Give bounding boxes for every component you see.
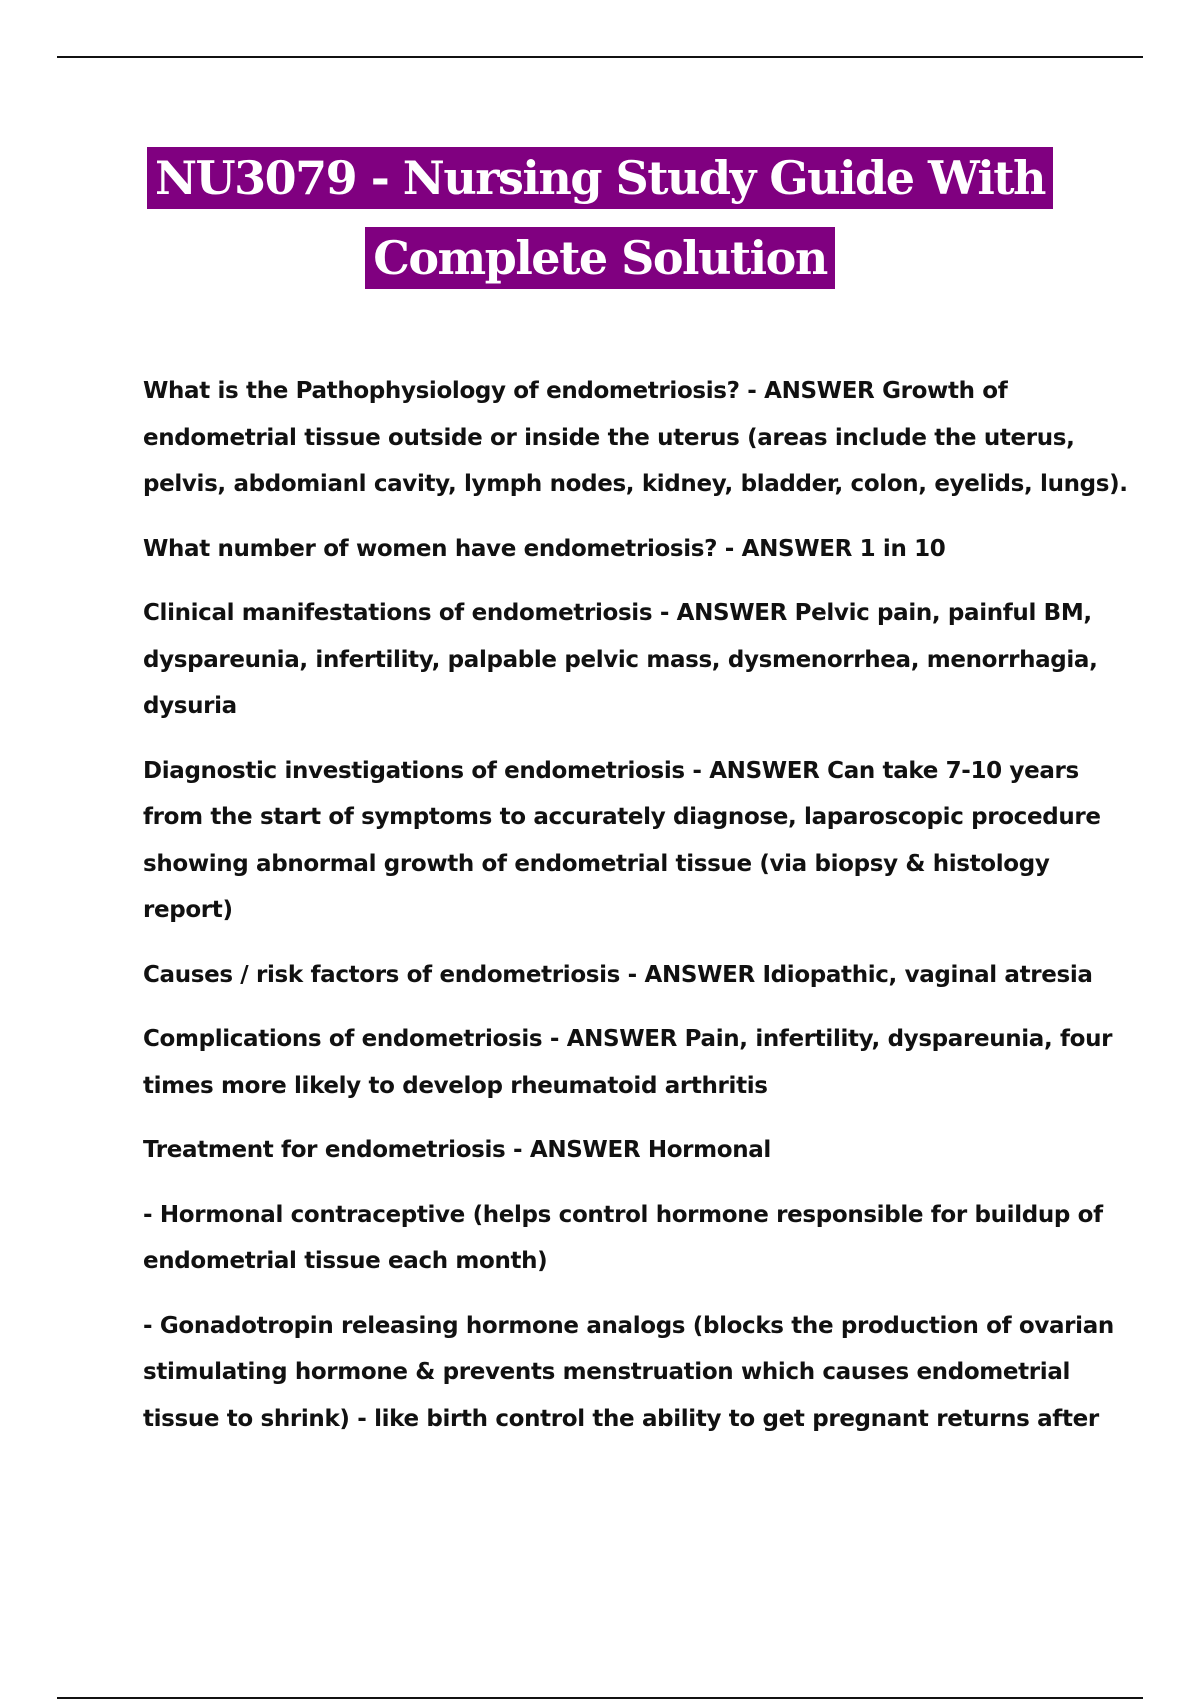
qa-entry-causes-risk-factors — [143, 952, 1143, 999]
document-title — [0, 142, 1200, 294]
qa-line: showing abnormal growth of endometrial tissue (via biopsy & histology — [143, 850, 1050, 877]
qa-entry-treatment — [143, 1127, 1143, 1174]
treatment-item-gnrh-analogs — [143, 1303, 1143, 1443]
qa-line: times more likely to develop rheumatoid arthritis — [143, 1072, 768, 1099]
qa-line: Diagnostic investigations of endometriosis - ANSWER Can take 7-10 years — [143, 757, 1079, 784]
qa-line: - Gonadotropin releasing hormone analogs (blocks the production of ovarian — [143, 1312, 1114, 1339]
bottom-rule — [57, 1697, 1143, 1699]
qa-line: Complications of endometriosis - ANSWER Pain, infertility, dyspareunia, four — [143, 1026, 1113, 1052]
title-line-2: Complete Solution — [365, 227, 835, 289]
qa-line: What is the Pathophysiology of endometriosis? - ANSWER Growth of — [143, 378, 1008, 404]
qa-line: stimulating hormone & prevents menstruation which causes endometrial — [143, 1359, 1071, 1385]
qa-entry-diagnostic-investigations — [143, 748, 1143, 934]
qa-line: What number of women have endometriosis? - ANSWER 1 in 10 — [143, 535, 946, 562]
qa-line: Clinical manifestations of endometriosis - ANSWER Pelvic pain, painful BM, — [143, 600, 1092, 626]
qa-line: dyspareunia, infertility, palpable pelvic mass, dysmenorrhea, menorrhagia, — [143, 646, 1098, 673]
qa-line: Treatment for endometriosis - ANSWER Hormonal — [143, 1137, 771, 1163]
qa-line: report) — [143, 897, 233, 923]
treatment-item-hormonal-contraceptive — [143, 1192, 1143, 1285]
qa-entry-pathophysiology — [143, 368, 1143, 508]
qa-entry-clinical-manifestations — [143, 590, 1143, 730]
qa-line: endometrial tissue outside or inside the uterus (areas include the uterus, — [143, 424, 1075, 451]
study-guide-content — [143, 368, 1143, 1460]
qa-line: pelvis, abdomianl cavity, lymph nodes, kidney, bladder, colon, eyelids, lungs). — [143, 471, 1128, 497]
title-line-1: NU3079 - Nursing Study Guide With — [147, 147, 1053, 209]
qa-line: tissue to shrink) - like birth control the ability to get pregnant returns after — [143, 1405, 1099, 1432]
qa-entry-complications — [143, 1016, 1143, 1109]
qa-line: Causes / risk factors of endometriosis - ANSWER Idiopathic, vaginal atresia — [143, 961, 1093, 988]
qa-line: from the start of symptoms to accurately diagnose, laparoscopic procedure — [143, 804, 1101, 830]
top-rule — [57, 56, 1143, 58]
qa-line: - Hormonal contraceptive (helps control hormone responsible for buildup of — [143, 1201, 1103, 1228]
qa-line: dysuria — [143, 693, 237, 719]
qa-entry-prevalence — [143, 526, 1143, 573]
qa-line: endometrial tissue each month) — [143, 1248, 548, 1274]
